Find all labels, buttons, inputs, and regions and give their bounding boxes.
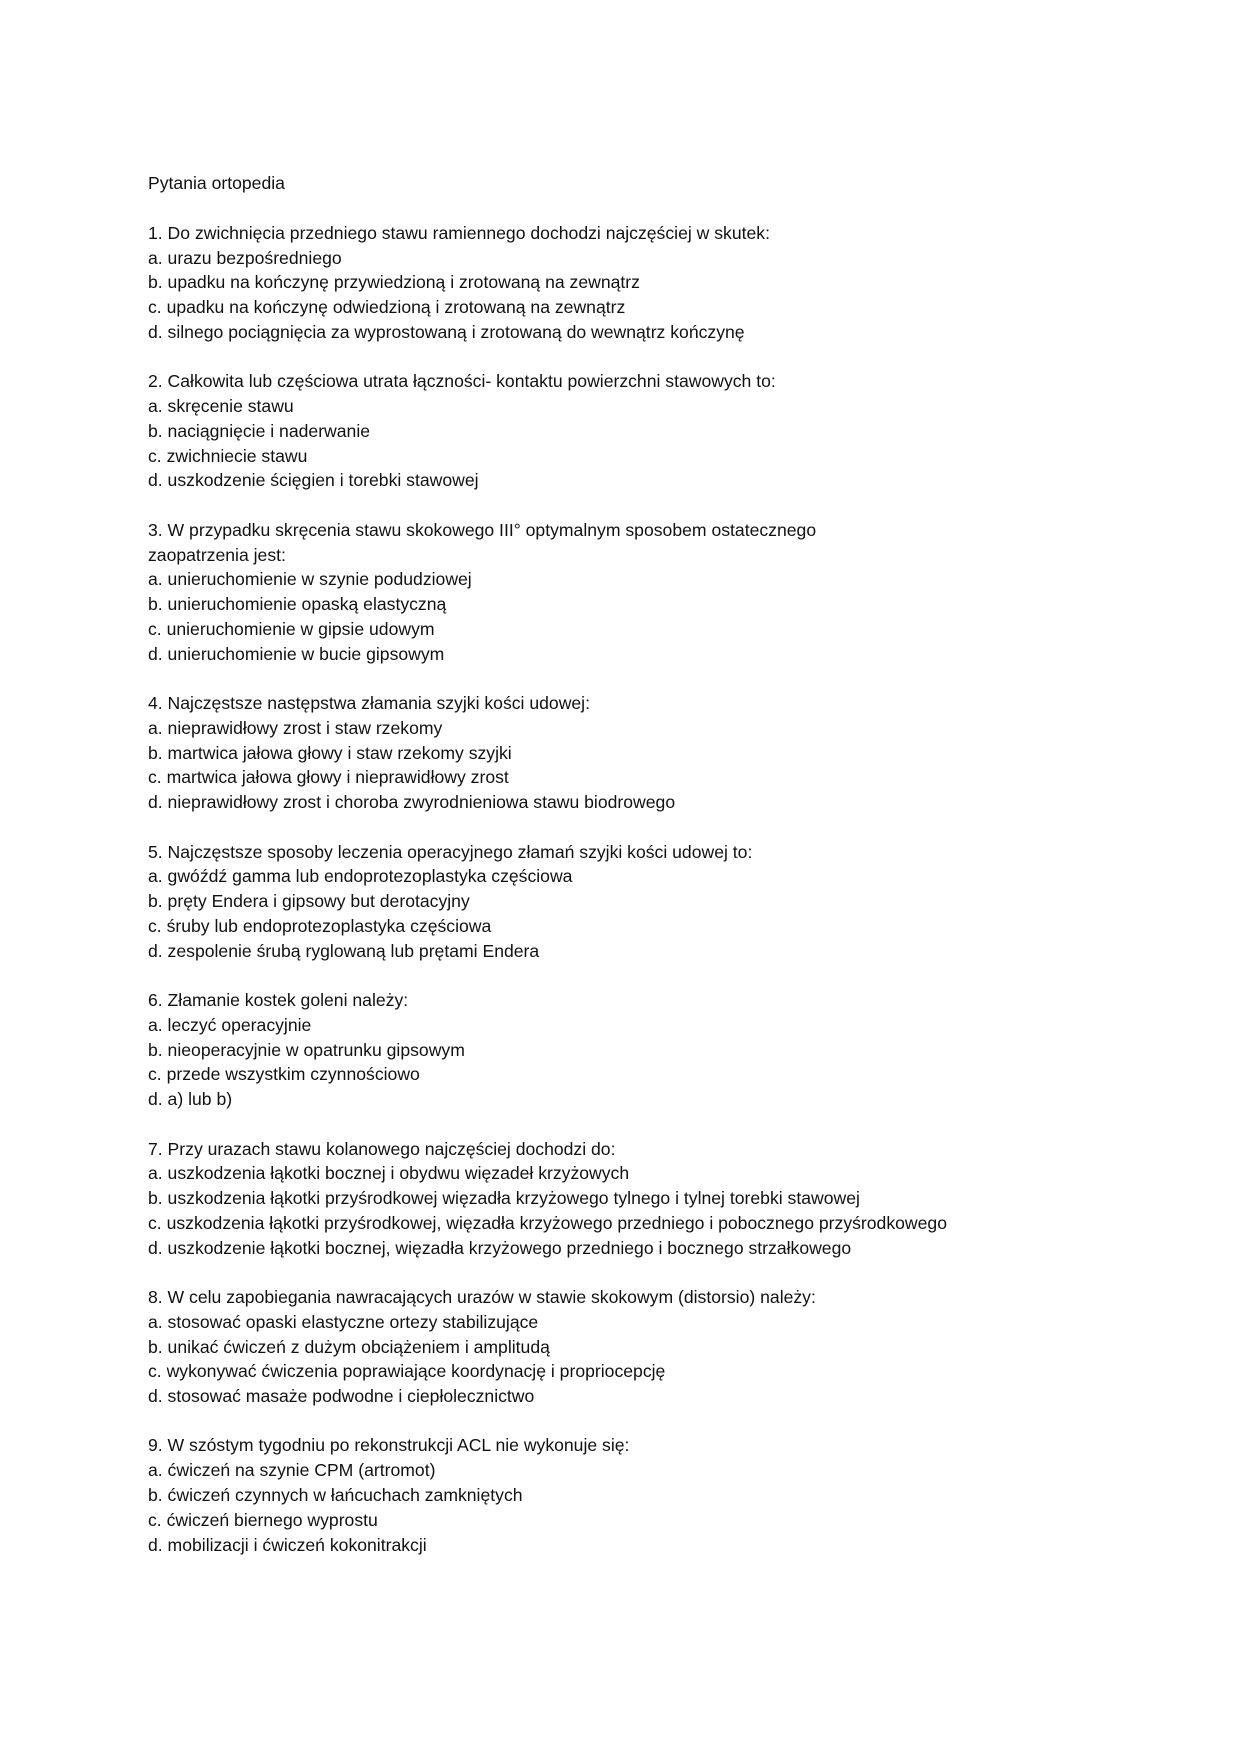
answer-option: a. ćwiczeń na szynie CPM (artromot) [148,1460,436,1481]
answer-option: d. nieprawidłowy zrost i choroba zwyrodnieniowa stawu biodrowego [148,792,676,813]
answer-option: d. uszkodzenie łąkotki bocznej, więzadła krzyżowego przedniego i bocznego strzałkowego [148,1237,852,1258]
question-block [148,518,1208,667]
answer-option: b. unikać ćwiczeń z dużym obciążeniem i amplitudą [148,1336,550,1357]
answer-option: c. zwichniecie stawu [148,445,308,466]
answer-option: c. uszkodzenia łąkotki przyśrodkowej, więzadła krzyżowego przedniego i pobocznego przyśrodkowego [148,1212,947,1233]
answer-option: a. uszkodzenia łąkotki bocznej i obydwu więzadeł krzyżowych [148,1163,630,1184]
question-block [148,1137,1208,1261]
answer-option: d. unieruchomienie w bucie gipsowym [148,643,445,664]
question-text: 9. W szóstym tygodniu po rekonstrukcji ACL nie wykonuje się: [148,1435,630,1456]
question-block [148,1433,1208,1557]
answer-option: d. a) lub b) [148,1089,233,1110]
question-block [148,988,1208,1112]
answer-option: c. śruby lub endoprotezoplastyka częściowa [148,915,492,936]
answer-option: b. martwica jałowa głowy i staw rzekomy szyjki [148,742,512,763]
question-block [148,840,1208,964]
question-text: 8. W celu zapobiegania nawracających urazów w stawie skokowym (distorsio) należy: [148,1286,816,1307]
document-title: Pytania ortopedia [148,173,285,193]
answer-option: d. stosować masaże podwodne i ciepłolecznictwo [148,1386,535,1407]
answer-option: b. pręty Endera i gipsowy but derotacyjny [148,891,470,912]
answer-option: c. wykonywać ćwiczenia poprawiające koordynację i propriocepcję [148,1361,666,1382]
answer-option: c. upadku na kończynę odwiedzioną i zrotowaną na zewnątrz [148,297,626,318]
question-text: 7. Przy urazach stawu kolanowego najczęściej dochodzi do: [148,1138,616,1159]
answer-option: a. nieprawidłowy zrost i staw rzekomy [148,717,443,738]
answer-option: d. uszkodzenie ścięgien i torebki stawowej [148,470,479,491]
question-text: 3. W przypadku skręcenia stawu skokowego III° optymalnym sposobem ostatecznego [148,519,817,540]
question-block [148,691,1208,815]
answer-option: b. naciągnięcie i naderwanie [148,420,371,441]
question-text: 2. Całkowita lub częściowa utrata łączności- kontaktu powierzchni stawowych to: [148,371,776,392]
question-text: 6. Złamanie kostek goleni należy: [148,990,409,1011]
answer-option: c. ćwiczeń biernego wyprostu [148,1509,378,1530]
question-text: zaopatrzenia jest: [148,544,286,565]
answer-option: a. leczyć operacyjnie [148,1014,312,1035]
answer-option: c. przede wszystkim czynnościowo [148,1064,420,1085]
question-list [148,221,1208,1558]
answer-option: a. gwóźdź gamma lub endoprotezoplastyka częściowa [148,866,573,887]
answer-option: b. upadku na kończynę przywiedzioną i zrotowaną na zewnątrz [148,272,640,293]
answer-option: c. martwica jałowa głowy i nieprawidłowy zrost [148,767,509,788]
answer-option: c. unieruchomienie w gipsie udowym [148,618,435,639]
question-text: 5. Najczęstsze sposoby leczenia operacyjnego złamań szyjki kości udowej to: [148,841,753,862]
answer-option: b. unieruchomienie opaską elastyczną [148,594,447,615]
answer-option: a. skręcenie stawu [148,396,294,417]
answer-option: b. nieoperacyjnie w opatrunku gipsowym [148,1039,465,1060]
document-page [148,171,1208,1582]
answer-option: d. zespolenie śrubą ryglowaną lub prętami Endera [148,940,540,961]
question-text: 1. Do zwichnięcia przedniego stawu ramiennego dochodzi najczęściej w skutek: [148,222,770,243]
answer-option: d. silnego pociągnięcia za wyprostowaną i zrotowaną do wewnątrz kończynę [148,321,745,342]
answer-option: a. unieruchomienie w szynie podudziowej [148,569,472,590]
question-block [148,221,1208,345]
answer-option: a. stosować opaski elastyczne ortezy stabilizujące [148,1311,539,1332]
answer-option: b. uszkodzenia łąkotki przyśrodkowej więzadła krzyżowego tylnego i tylnej torebki stawowej [148,1188,860,1209]
question-block [148,369,1208,493]
answer-option: d. mobilizacji i ćwiczeń kokonitrakcji [148,1534,427,1555]
question-block [148,1285,1208,1409]
answer-option: b. ćwiczeń czynnych w łańcuchach zamkniętych [148,1485,523,1506]
question-text: 4. Najczęstsze następstwa złamania szyjki kości udowej: [148,693,590,714]
answer-option: a. urazu bezpośredniego [148,247,342,268]
